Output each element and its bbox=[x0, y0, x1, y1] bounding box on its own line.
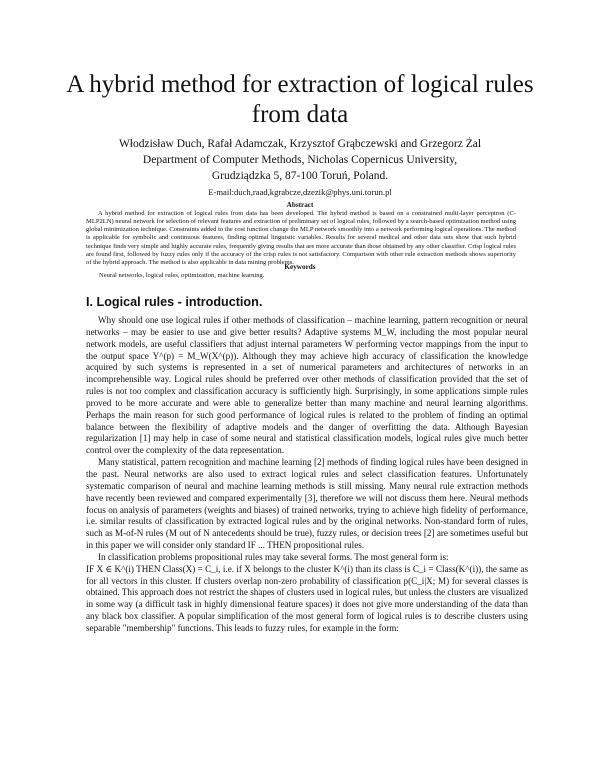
affiliation: Department of Computer Methods, Nicholas Copernicus University, bbox=[142, 154, 458, 166]
abstract-text: A hybrid method for extraction of logical rules from data has been developed. The hybrid method is based on a constrained multi-layer perceptron (C-MLP2LN) neural network for selection of relevant features and extraction of preliminary set of logical rules, followed by a search-based optimization method using global minimization technique. Constraints added to the cost function change the MLP network smoothly into a network performing logical operations. The method is applicable for symbolic and continuous features, finding optimal linguistic variables. Results for several medical and other data sets show that such hybrid technique finds very simple and highly accurate rules, frequently giving results that are more accurate than those obtained by any other classifier. Crisp logical rules are found first, followed by fuzzy rules only if the accuracy of the crisp rules is not satisfactory. Comparison with other rule extraction methods shows superiority of the hybrid approach. The method is also applicable in data mining problems. bbox=[86, 210, 516, 266]
paragraph: IF X ∈ K^(i) THEN Class(X) = C_i, i.e. if X belongs to the cluster K^(i) than its class is C_i = Class(K^(i)), the same as for all vectors in this cluster. If clusters overlap non-zero probability of classification p(C_i|X; M) for several classes is obtained. This approach does not restrict the shapes of clusters used in logical rules, but unless the clusters are visualized in some way (a difficult task in highly dimensional feature spaces) it does not give more understanding of the data than any black box classifier. A popular simplification of the most general form of logical rules is to describe clusters using separable "membership" functions. This leads to fuzzy rules, for example in the form: bbox=[86, 563, 528, 633]
author-email: E-mail:duch,raad,kgrabcze,dzezik@phys.uni.torun.pl bbox=[208, 187, 392, 197]
paragraph: In classification problems propositional rules may take several forms. The most general form is: bbox=[98, 551, 449, 562]
author-block bbox=[40, 136, 560, 198]
keywords-heading: Keywords bbox=[284, 263, 316, 271]
keywords-text: Neural networks, logical rules, optimization, machine learning. bbox=[99, 272, 265, 279]
section-heading: I. Logical rules - introduction. bbox=[86, 295, 263, 309]
body-text bbox=[86, 315, 528, 635]
paragraph: Why should one use logical rules if other methods of classification – machine learning, pattern recognition or neural networks – may be easier to use and give better results? Adaptive systems M_W, including the most popular neural network models, are useful classifiers that adjust internal parameters W performing vector mappings from the input to the output space Y^(p) = M_W(X^(p)). Although they may achieve high accuracy of classification the knowledge acquired by such systems is represented in a set of numerical parameters and architectures of networks in an incomprehensible way. Logical rules should be preferred over other methods of classification provided that the set of rules is not too complex and classification accuracy is sufficiently high. Surprisingly, in some applications simple rules proved to be more accurate and were able to generalize better than many machine and neural learning algorithms. Perhaps the main reason for such good performance of logical rules is related to the problem of finding an optimal balance between the flexibility of adaptive models and the danger of overfitting the data. Although Bayesian regularization [1] may help in case of some neural and statistical classification models, logical rules give much better control over the complexity of the data representation. bbox=[86, 315, 528, 456]
paragraph: Many statistical, pattern recognition and machine learning [2] methods of finding logical rules have been designed in the past. Neural networks are also used to extract logical rules and select classification features. Unfortunately systematic comparison of neural and machine learning methods is still missing. Many neural rule extraction methods have recently been reviewed and compared experimentally [3], therefore we will not discuss them here. Neural methods focus on analysis of parameters (weights and biases) of trained networks, trying to achieve high fidelity of performance, i.e. similar results of classification by extracted logical rules and by the original networks. Non-standard form of rules, such as M-of-N rules (M out of N antecedents should be true), fuzzy rules, or decision trees [2] are sometimes useful but in this paper we will consider only standard IF ... THEN propositional rules. bbox=[86, 457, 528, 551]
address: Grudziądzka 5, 87-100 Toruń, Poland. bbox=[211, 170, 389, 182]
abstract-heading: Abstract bbox=[286, 201, 314, 209]
paper-title: A hybrid method for extraction of logical rules from data bbox=[66, 71, 534, 128]
author-names: Włodzisław Duch, Rafał Adamczak, Krzysztof Grąbczewski and Grzegorz Żal bbox=[118, 138, 482, 150]
